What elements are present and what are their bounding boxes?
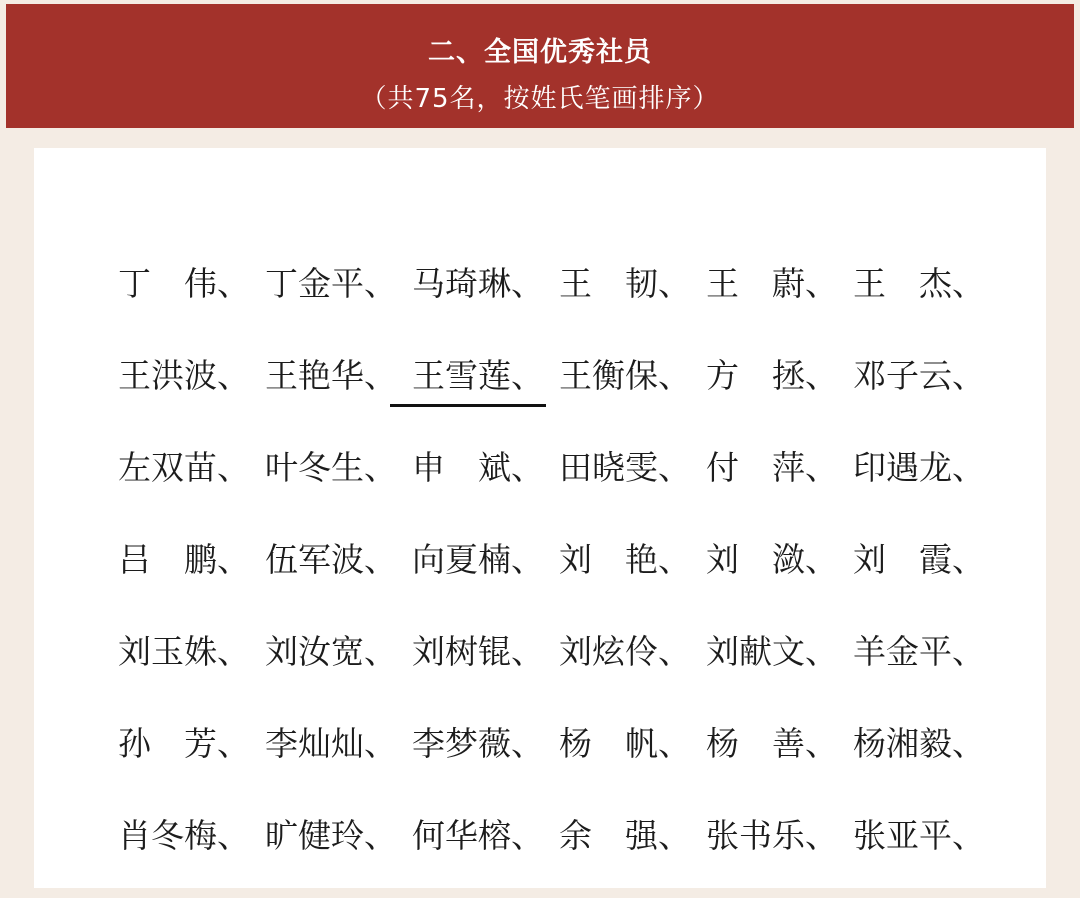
member-name: 方 拯、 <box>706 356 838 395</box>
member-name: 张书乐、 <box>706 816 838 855</box>
member-name: 刘树锟、 <box>412 632 544 671</box>
member-name: 申 斌、 <box>412 448 544 487</box>
member-name: 张亚平、 <box>853 816 985 855</box>
member-name: 吕 鹏、 <box>118 540 250 579</box>
member-name: 李梦薇、 <box>412 724 544 763</box>
member-name: 杨 帆、 <box>559 724 691 763</box>
member-name: 伍军波、 <box>265 540 397 579</box>
member-name: 丁 伟、 <box>118 264 250 303</box>
member-name: 马琦琳、 <box>412 264 544 303</box>
member-name: 羊金平、 <box>853 632 985 671</box>
member-name: 余 强、 <box>559 816 691 855</box>
section-title: 二、全国优秀社员 <box>428 37 652 68</box>
member-name: 刘 霞、 <box>853 540 985 579</box>
name-row <box>118 806 1018 898</box>
member-name: 刘汝宽、 <box>265 632 397 671</box>
member-name: 肖冬梅、 <box>118 816 250 855</box>
member-name: 刘 潋、 <box>706 540 838 579</box>
member-name: 孙 芳、 <box>118 724 250 763</box>
member-name-list <box>118 254 1018 898</box>
name-row <box>118 346 1018 438</box>
member-name: 王 杰、 <box>853 264 985 303</box>
name-row <box>118 530 1018 622</box>
member-name: 向夏楠、 <box>412 540 544 579</box>
member-name: 王洪波、 <box>118 356 250 395</box>
member-name: 李灿灿、 <box>265 724 397 763</box>
section-subtitle: （共75名，按姓氏笔画排序） <box>360 84 720 114</box>
member-name: 刘炫伶、 <box>559 632 691 671</box>
member-name: 杨 善、 <box>706 724 838 763</box>
member-name: 王 蔚、 <box>706 264 838 303</box>
member-name: 杨湘毅、 <box>853 724 985 763</box>
member-name: 旷健玲、 <box>265 816 397 855</box>
member-name: 刘 艳、 <box>559 540 691 579</box>
name-row <box>118 254 1018 346</box>
member-name: 丁金平、 <box>265 264 397 303</box>
name-row <box>118 438 1018 530</box>
member-name-highlighted: 王雪莲、 <box>412 356 544 395</box>
member-name: 王 韧、 <box>559 264 691 303</box>
member-name: 田晓雯、 <box>559 448 691 487</box>
member-name: 刘玉姝、 <box>118 632 250 671</box>
member-name: 付 萍、 <box>706 448 838 487</box>
member-name: 叶冬生、 <box>265 448 397 487</box>
member-name: 左双苗、 <box>118 448 250 487</box>
member-name: 印遇龙、 <box>853 448 985 487</box>
member-name: 刘献文、 <box>706 632 838 671</box>
member-name: 王艳华、 <box>265 356 397 395</box>
header-banner <box>6 4 1074 128</box>
member-name: 邓子云、 <box>853 356 985 395</box>
name-row <box>118 714 1018 806</box>
member-name: 何华榕、 <box>412 816 544 855</box>
member-name: 王衡保、 <box>559 356 691 395</box>
name-underline <box>390 404 546 407</box>
name-row <box>118 622 1018 714</box>
